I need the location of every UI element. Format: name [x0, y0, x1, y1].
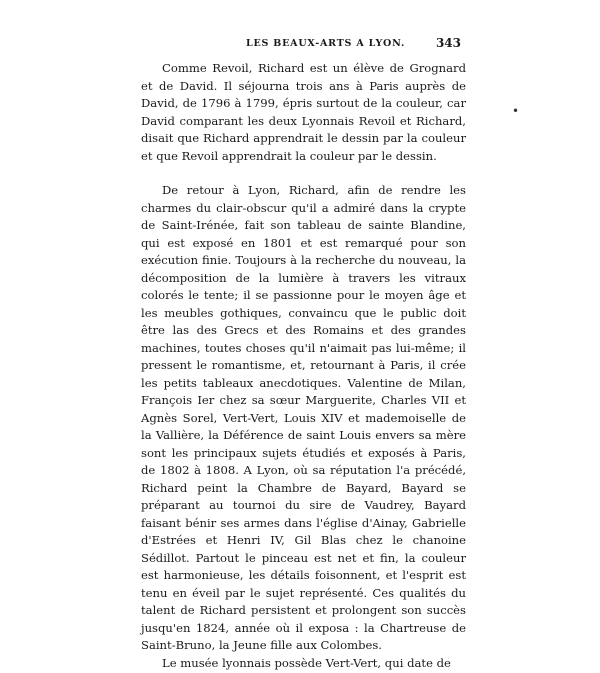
margin-mark: •	[512, 104, 520, 118]
paragraph-retour-lyon: De retour à Lyon, Richard, afin de rendre les charmes du clair-obscur qu'il a admiré dans la crypte de Saint-Irénée, fait son tableau de sainte Blandine, qui est exposé en 1801 et est remarqué pour son exécution finie. Toujours à la recherche du nouveau, la décomposition de la lumière à travers les vitraux colorés le tente; il se passionne pour le moyen âge et les meubles gothiques, convaincu que le public doit être las des Grecs et des Romains et des grandes machines, toutes choses qu'il n'aimait pas lui-même; il pressent le romantisme, et, retournant à Paris, il crée les petits tableaux anecdotiques. Valentine de Milan, François Ier chez sa sœur Marguerite, Charles VII et Agnès Sorel, Vert-Vert, Louis XIV et mademoiselle de la Vallière, la Déférence de saint Louis envers sa mère sont les principaux sujets étudiés et exposés à Paris, de 1802 à 1808. A Lyon, où sa réputation l'a précédé, Richard peint la Chambre de Bayard, Bayard se préparant au tournoi du sire de Vaudrey, Bayard faisant bénir ses armes dans l'église d'Ainay, Gabrielle d'Estrées et Henri IV, Gil Blas chez le chanoine Sédillot. Partout le pinceau est net et fin, la couleur est harmonieuse, les détails foisonnent, et l'esprit est tenu en éveil par le sujet représenté. Ces qualités du talent de Richard persistent et prolongent son succès jusqu'en 1824, année où il exposa : la Chartreuse de Saint-Bruno, la Jeune fille aux Colombes.	[141, 183, 466, 652]
body-text	[141, 60, 466, 672]
paragraph-revoil-richard: Comme Revoil, Richard est un élève de Grognard et de David. Il séjourna trois ans à Paris auprès de David, de 1796 à 1799, épris surtout de la couleur, car David comparant les deux Lyonnais Revoil et Richard, disait que Richard apprendrait le dessin par la couleur et que Revoil apprendrait la couleur par le dessin.	[141, 61, 466, 163]
paragraph-musee-lyonnais: Le musée lyonnais possède Vert-Vert, qui date de	[162, 655, 451, 670]
running-head	[141, 36, 461, 52]
page-number: 343	[435, 36, 461, 50]
running-title: LES BEAUX-ARTS A LYON.	[246, 38, 406, 49]
